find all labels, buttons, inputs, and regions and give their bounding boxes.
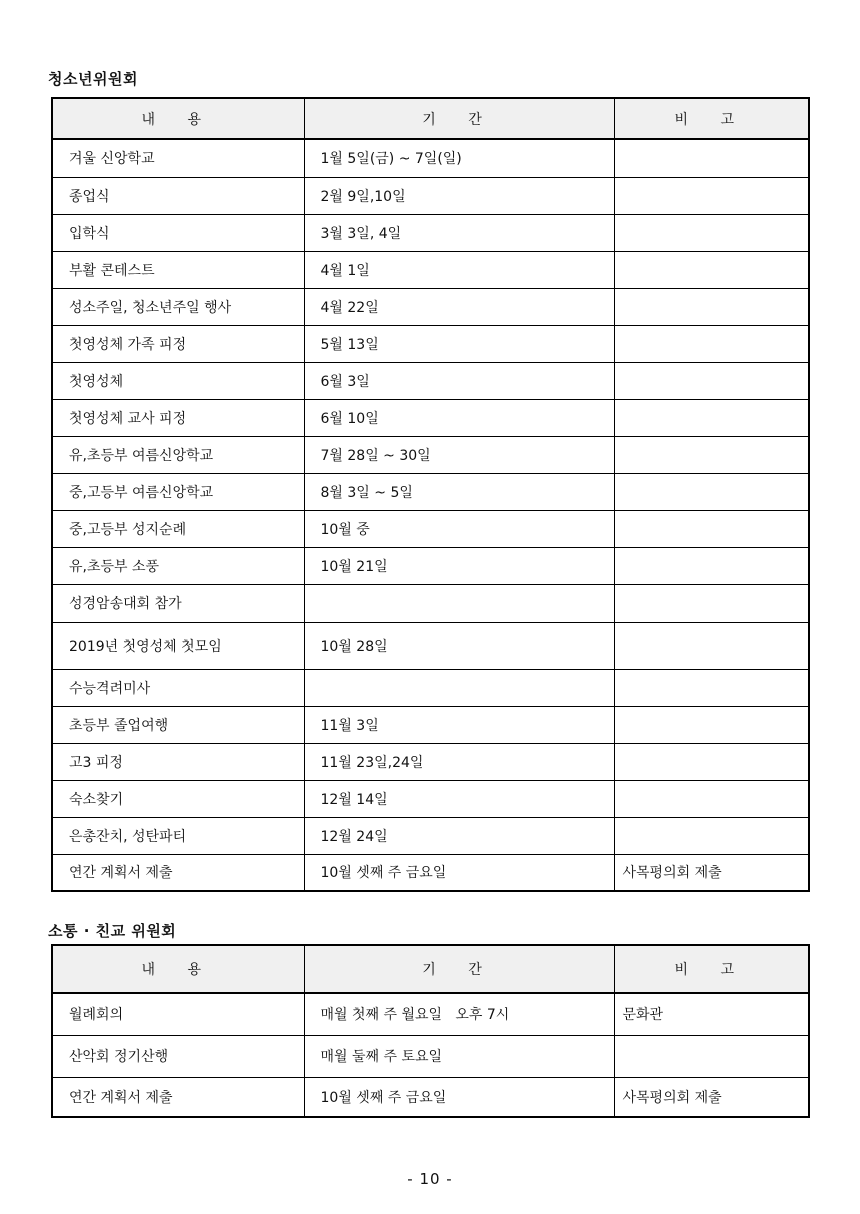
cell-content: 초등부 졸업여행 <box>52 706 304 743</box>
cell-period: 6월 3일 <box>304 362 614 399</box>
cell-period: 11월 23일,24일 <box>304 743 614 780</box>
table-row <box>52 547 809 584</box>
table-row <box>52 177 809 214</box>
table-row <box>52 510 809 547</box>
table-row <box>52 325 809 362</box>
table-row <box>52 622 809 669</box>
cell-note <box>614 436 809 473</box>
cell-period: 10월 중 <box>304 510 614 547</box>
cell-content: 은총잔치, 성탄파티 <box>52 817 304 854</box>
cell-content: 종업식 <box>52 177 304 214</box>
cell-note: 문화관 <box>614 993 809 1035</box>
cell-content: 입학식 <box>52 214 304 251</box>
cell-content: 부활 콘테스트 <box>52 251 304 288</box>
cell-content: 겨울 신앙학교 <box>52 139 304 177</box>
cell-note <box>614 622 809 669</box>
cell-note <box>614 399 809 436</box>
header-content: 내 용 <box>52 98 304 139</box>
cell-content: 유,초등부 여름신앙학교 <box>52 436 304 473</box>
table-row <box>52 1077 809 1117</box>
cell-note: 사목평의회 제출 <box>614 854 809 891</box>
cell-period: 매월 둘째 주 토요일 <box>304 1035 614 1077</box>
table-row <box>52 251 809 288</box>
cell-period: 10월 21일 <box>304 547 614 584</box>
cell-content: 첫영성체 <box>52 362 304 399</box>
cell-content: 첫영성체 교사 피정 <box>52 399 304 436</box>
table-row <box>52 584 809 622</box>
cell-period: 11월 3일 <box>304 706 614 743</box>
cell-note <box>614 510 809 547</box>
header-period: 기 간 <box>304 98 614 139</box>
cell-note <box>614 584 809 622</box>
cell-note <box>614 547 809 584</box>
cell-period: 3월 3일, 4일 <box>304 214 614 251</box>
table-row <box>52 780 809 817</box>
cell-content: 중,고등부 성지순례 <box>52 510 304 547</box>
table-header-row <box>52 945 809 993</box>
cell-content: 성소주일, 청소년주일 행사 <box>52 288 304 325</box>
cell-content: 고3 피정 <box>52 743 304 780</box>
cell-note <box>614 288 809 325</box>
cell-note <box>614 325 809 362</box>
cell-content: 유,초등부 소풍 <box>52 547 304 584</box>
cell-content: 성경암송대회 참가 <box>52 584 304 622</box>
table-row <box>52 139 809 177</box>
table-row <box>52 817 809 854</box>
cell-period: 2월 9일,10일 <box>304 177 614 214</box>
table-row <box>52 214 809 251</box>
cell-content: 수능격려미사 <box>52 669 304 706</box>
table-row <box>52 399 809 436</box>
table-row <box>52 854 809 891</box>
cell-note <box>614 177 809 214</box>
section-title-youth-committee: 청소년위원회 <box>48 70 138 88</box>
cell-note: 사목평의회 제출 <box>614 1077 809 1117</box>
cell-period: 10월 셋째 주 금요일 <box>304 854 614 891</box>
cell-content: 숙소찾기 <box>52 780 304 817</box>
cell-note <box>614 817 809 854</box>
cell-period: 7월 28일 ~ 30일 <box>304 436 614 473</box>
table-row <box>52 1035 809 1077</box>
cell-period: 12월 24일 <box>304 817 614 854</box>
header-content: 내 용 <box>52 945 304 993</box>
cell-content: 산악회 정기산행 <box>52 1035 304 1077</box>
section-title-communication-fellowship-committee: 소통 · 친교 위원회 <box>48 922 177 940</box>
communication-fellowship-schedule-table <box>51 944 810 1118</box>
cell-period: 12월 14일 <box>304 780 614 817</box>
cell-note <box>614 669 809 706</box>
cell-content: 연간 계획서 제출 <box>52 1077 304 1117</box>
cell-note <box>614 251 809 288</box>
cell-period <box>304 669 614 706</box>
table-row <box>52 743 809 780</box>
header-note: 비 고 <box>614 945 809 993</box>
table-row <box>52 288 809 325</box>
cell-period: 4월 22일 <box>304 288 614 325</box>
header-period: 기 간 <box>304 945 614 993</box>
header-note: 비 고 <box>614 98 809 139</box>
cell-content: 2019년 첫영성체 첫모임 <box>52 622 304 669</box>
cell-note <box>614 706 809 743</box>
cell-period: 10월 28일 <box>304 622 614 669</box>
table-row <box>52 993 809 1035</box>
cell-period: 1월 5일(금) ~ 7일(일) <box>304 139 614 177</box>
table-row <box>52 436 809 473</box>
cell-note <box>614 214 809 251</box>
cell-period: 매월 첫째 주 월요일 오후 7시 <box>304 993 614 1035</box>
table-header-row <box>52 98 809 139</box>
cell-note <box>614 139 809 177</box>
cell-content: 연간 계획서 제출 <box>52 854 304 891</box>
table-row <box>52 473 809 510</box>
cell-note <box>614 362 809 399</box>
cell-note <box>614 780 809 817</box>
cell-period: 6월 10일 <box>304 399 614 436</box>
table-row <box>52 669 809 706</box>
youth-committee-schedule-table <box>51 97 810 892</box>
cell-period <box>304 584 614 622</box>
cell-content: 월례회의 <box>52 993 304 1035</box>
page-number: - 10 - <box>407 1170 453 1188</box>
table-row <box>52 362 809 399</box>
cell-content: 첫영성체 가족 피정 <box>52 325 304 362</box>
cell-period: 4월 1일 <box>304 251 614 288</box>
cell-note <box>614 743 809 780</box>
cell-note <box>614 473 809 510</box>
table-row <box>52 706 809 743</box>
cell-period: 10월 셋째 주 금요일 <box>304 1077 614 1117</box>
cell-period: 5월 13일 <box>304 325 614 362</box>
cell-note <box>614 1035 809 1077</box>
cell-content: 중,고등부 여름신앙학교 <box>52 473 304 510</box>
cell-period: 8월 3일 ~ 5일 <box>304 473 614 510</box>
